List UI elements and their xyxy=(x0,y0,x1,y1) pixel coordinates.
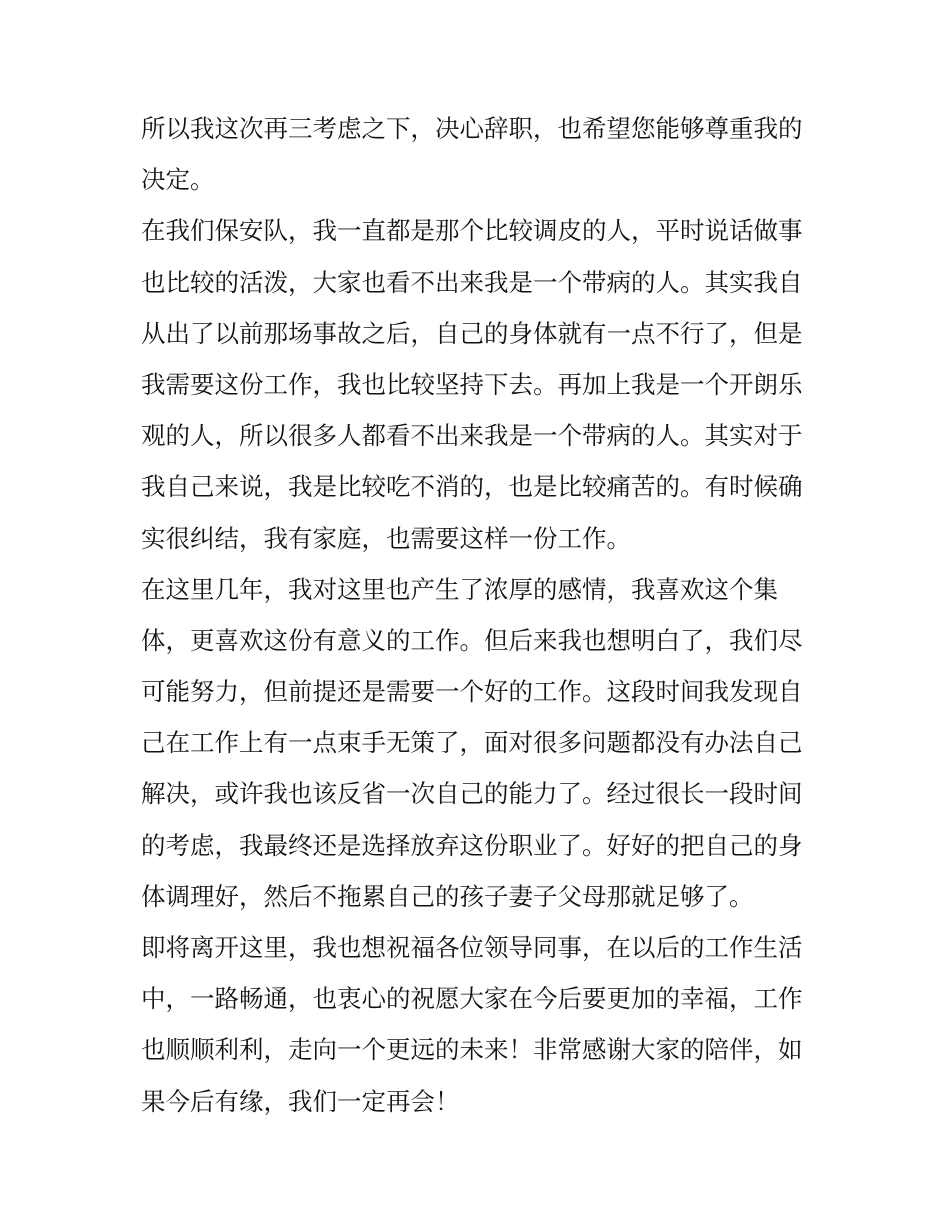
text-line-5: 从出了以前那场事故之后，自己的身体就有一点不行了，但是 xyxy=(141,318,803,348)
text-line-14: 解决，或许我也该反省一次自己的能力了。经过很长一段时间 xyxy=(141,779,803,809)
text-line-3: 在我们保安队，我一直都是那个比较调皮的人，平时说话做事 xyxy=(141,216,803,246)
text-line-1: 所以我这次再三考虑之下，决心辞职，也希望您能够尊重我的 xyxy=(141,114,803,143)
text-line-13: 己在工作上有一点束手无策了，面对很多问题都没有办法自己 xyxy=(141,728,803,758)
text-line-10: 在这里几年，我对这里也产生了浓厚的感情，我喜欢这个集 xyxy=(141,574,778,604)
text-line-4: 也比较的活泼，大家也看不出来我是一个带病的人。其实我自 xyxy=(141,267,803,297)
text-line-7: 观的人，所以很多人都看不出来我是一个带病的人。其实对于 xyxy=(141,421,803,451)
text-line-15: 的考虑，我最终还是选择放弃这份职业了。好好的把自己的身 xyxy=(141,830,803,860)
document-body xyxy=(141,103,815,1127)
text-line-11: 体，更喜欢这份有意义的工作。但后来我也想明白了，我们尽 xyxy=(141,625,803,655)
text-line-20: 果今后有缘，我们一定再会！ xyxy=(141,1086,460,1116)
text-line-17: 即将离开这里，我也想祝福各位领导同事，在以后的工作生活 xyxy=(141,933,803,962)
text-line-2: 决定。 xyxy=(141,165,215,195)
text-line-12: 可能努力，但前提还是需要一个好的工作。这段时间我发现自 xyxy=(141,677,803,707)
text-line-9: 实很纠结，我有家庭，也需要这样一份工作。 xyxy=(141,523,631,553)
text-line-16: 体调理好，然后不拖累自己的孩子妻子父母那就足够了。 xyxy=(141,881,754,911)
text-line-19: 也顺顺利利，走向一个更远的未来！非常感谢大家的陪伴，如 xyxy=(141,1035,803,1065)
text-line-8: 我自己来说，我是比较吃不消的，也是比较痛苦的。有时候确 xyxy=(141,472,803,502)
text-line-18: 中，一路畅通，也衷心的祝愿大家在今后要更加的幸福，工作 xyxy=(141,984,803,1014)
text-line-6: 我需要这份工作，我也比较坚持下去。再加上我是一个开朗乐 xyxy=(141,369,803,399)
